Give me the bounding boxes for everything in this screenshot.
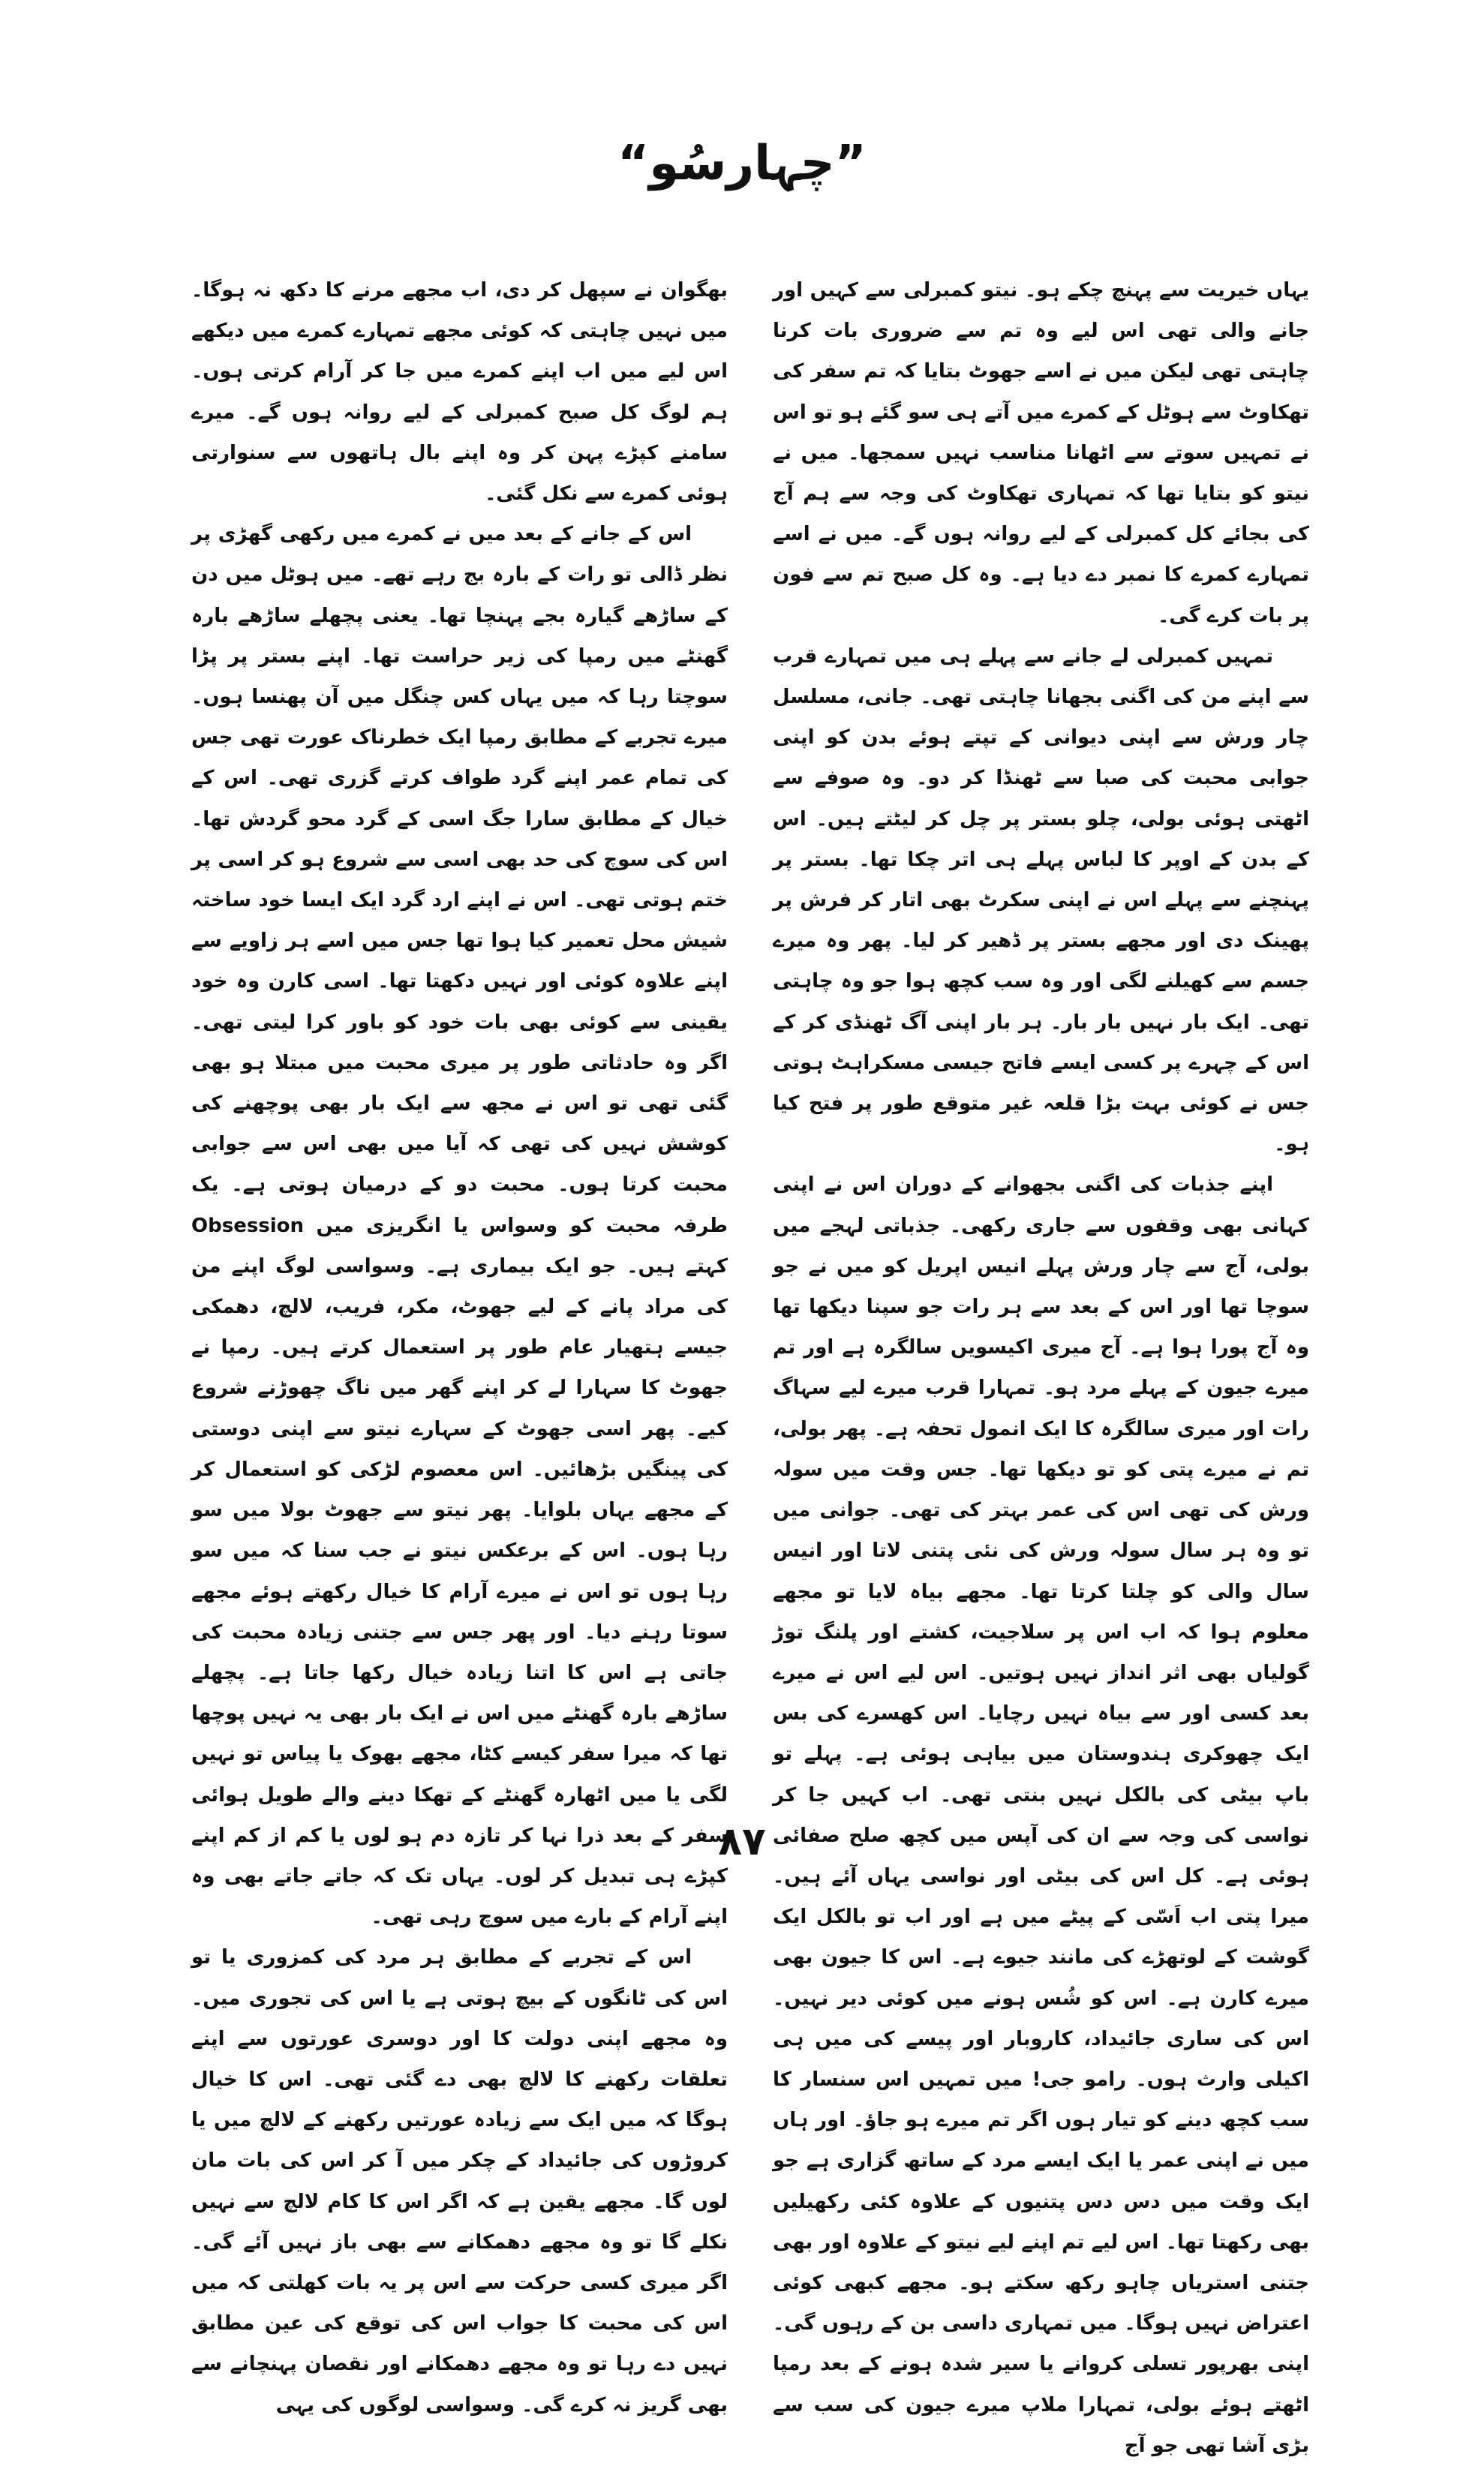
magazine-title: ”چہارسُو“ [617,136,867,191]
page-number: ۸۷ [718,1819,766,1864]
paragraph: اس کے تجربے کے مطابق ہر مرد کی کمزوری یا تو اس کی ٹانگوں کے بیچ ہوتی ہے یا اس کی تجوری میں۔ وہ مجھے اپنی دولت کا اور دوسری عورتوں سے اپنے تعلقات رکھنے کا لالچ بھی دے گئی تھی۔ اس کا خیال ہوگا کہ میں ایک سے زیادہ عورتیں رکھنے کے لالچ میں یا کروڑوں کی جائیداد کے چکر میں آ کر اس کی بات مان لوں گا۔ مجھے یقین ہے کہ اگر اس کا کام لالچ سے نہیں نکلے گا تو وہ مجھے دھمکانے سے بھی باز نہیں آئے گی۔ اگر میری کسی حرکت سے اس پر یہ بات کھلتی کہ میں اس کی محبت کا جواب اس کی توقع کی عین مطابق نہیں دے رہا تو وہ مجھے دھمکانے اور نقصان پہنچانے سے بھی گریز نہ کرے گی۔ وسواسی لوگوں کی یہی [191,1946,728,2416]
right-column [773,270,1309,2457]
paragraph: یہاں خیریت سے پہنچ چکے ہو۔ نیتو کمبرلی سے کہیں اور جانے والی تھی اس لیے وہ تم سے ضروری بات کرنا چاہتی تھی لیکن میں نے اسے جھوٹ بتایا کہ تم سفر کی تھکاوٹ سے ہوٹل کے کمرے میں آتے ہی سو گئے ہو تو اس نے تمہیں سوتے سے اٹھانا مناسب نہیں سمجھا۔ میں نے نیتو کو بتایا تھا کہ تمہاری تھکاوٹ کی وجہ سے ہم آج کی بجائے کل کمبرلی کے لیے روانہ ہوں گے۔ میں نے اسے تمہارے کمرے کا نمبر دے دیا ہے۔ وہ کل صبح تم سے فون پر بات کرے گی۔ [773,279,1309,627]
paragraph: بھگوان نے سپھل کر دی، اب مجھے مرنے کا دکھ نہ ہوگا۔ میں نہیں چاہتی کہ کوئی مجھے تمہارے کمرے میں دیکھے اس لیے میں اب اپنے کمرے میں جا کر آرام کرتی ہوں۔ ہم لوگ کل صبح کمبرلی کے لیے روانہ ہوں گے۔ میرے سامنے کپڑے پہن کر وہ اپنے بال ہاتھوں سے سنوارتی ہوئی کمرے سے نکل گئی۔ [191,279,728,506]
paragraph: اس کے جانے کے بعد میں نے کمرے میں رکھی گھڑی پر نظر ڈالی تو رات کے بارہ بج رہے تھے۔ میں ہوٹل میں دن کے ساڑھے گیارہ بجے پہنچا تھا۔ یعنی پچھلے ساڑھے بارہ گھنٹے میں رمپا کی زیر حراست تھا۔ اپنے بستر پر پڑا سوچتا رہا کہ میں یہاں کس چنگل میں آن پھنسا ہوں۔ میرے تجربے کے مطابق رمپا ایک خطرناک عورت تھی جس کی تمام عمر اپنے گرد طواف کرتے گزری تھی۔ اس کے خیال کے مطابق سارا جگ اسی کے گرد محو گردش تھا۔ اس کی سوچ کی حد بھی اسی سے شروع ہو کر اسی پر ختم ہوتی تھی۔ اس نے اپنے ارد گرد ایک ایسا خود ساختہ شیش محل تعمیر کیا ہوا تھا جس میں اسے ہر زاویے سے اپنے علاوہ کوئی اور نہیں دکھتا تھا۔ اسی کارن وہ خود یقینی سے کوئی بھی بات خود کو باور کرا لیتی تھی۔ اگر وہ حادثاتی طور پر میری محبت میں مبتلا ہو بھی گئی تھی تو اس نے مجھ سے ایک بار بھی پوچھنے کی کوشش نہیں کی تھی کہ آیا میں بھی اس سے جوابی محبت کرتا ہوں۔ محبت دو کے درمیان ہوتی ہے۔ یک طرفہ محبت کو وسواس یا انگریزی میں Obsession کہتے ہیں۔ جو ایک بیماری ہے۔ وسواسی لوگ اپنے من کی مراد پانے کے لیے جھوٹ، مکر، فریب، لالچ، دھمکی جیسے ہتھیار عام طور پر استعمال کرتے ہیں۔ رمپا نے جھوٹ کا سہارا لے کر اپنے گھر میں ناگ چھوڑنے شروع کیے۔ پھر اسی جھوٹ کے سہارے نیتو سے اپنی دوستی کی پینگیں بڑھائیں۔ اس معصوم لڑکی کو استعمال کر کے مجھے یہاں بلوایا۔ پھر نیتو سے جھوٹ بولا میں سو رہا ہوں۔ اس کے برعکس نیتو نے جب سنا کہ میں سو رہا ہوں تو اس نے میرے آرام کا خیال رکھتے ہوئے مجھے سوتا رہنے دیا۔ اور پھر جس سے جتنی زیادہ محبت کی جاتی ہے اس کا اتنا زیادہ خیال رکھا جاتا ہے۔ پچھلے ساڑھے بارہ گھنٹے میں اس نے ایک بار بھی یہ نہیں پوچھا تھا کہ میرا سفر کیسے کٹا، مجھے بھوک یا پیاس تو نہیں لگی یا میں اٹھارہ گھنٹے کے تھکا دینے والے طویل ہوائی سفر کے بعد ذرا نہا کر تازہ دم ہو لوں یا کم از کم اپنے کپڑے ہی تبدیل کر لوں۔ یہاں تک کہ جاتے جاتے بھی وہ اپنے آرام کے بارے میں سوچ رہی تھی۔ [191,523,728,1929]
paragraph: تمہیں کمبرلی لے جانے سے پہلے ہی میں تمہارے قرب سے اپنے من کی اگنی بجھانا چاہتی تھی۔ جانی، مسلسل چار ورش سے اپنی دیوانی کے تپتے ہوئے بدن کو اپنی جوابی محبت کی صبا سے ٹھنڈا کر دو۔ وہ صوفے سے اٹھتی ہوئی بولی، چلو بستر پر چل کر لیٹتے ہیں۔ اس کے بدن کے اوپر کا لباس پہلے ہی اتر چکا تھا۔ بستر پر پہنچنے سے پہلے اس نے اپنی سکرٹ بھی اتار کر فرش پر پھینک دی اور مجھے بستر پر ڈھیر کر لیا۔ پھر وہ میرے جسم سے کھیلنے لگی اور وہ سب کچھ ہوا جو وہ چاہتی تھی۔ ایک بار نہیں بار بار۔ ہر بار اپنی آگ ٹھنڈی کر کے اس کے چہرے پر کسی ایسے فاتح جیسی مسکراہٹ ہوتی جس نے کوئی بہت بڑا قلعہ غیر متوقع طور پر فتح کیا ہو۔ [773,644,1309,1156]
paragraph: اپنے جذبات کی اگنی بجھوانے کے دوران اس نے اپنی کہانی بھی وقفوں سے جاری رکھی۔ جذباتی لہجے میں بولی، آج سے چار ورش پہلے انیس اپریل کو میں نے جو سوچا تھا اور اس کے بعد سے ہر رات جو سپنا دیکھا تھا وہ آج پورا ہوا ہے۔ آج میری اکیسویں سالگرہ ہے اور تم میرے جیون کے پہلے مرد ہو۔ تمہارا قرب میرے لیے سہاگ رات اور میری سالگرہ کا ایک انمول تحفہ ہے۔ پھر بولی، تم نے میرے پتی کو تو دیکھا تھا۔ جس وقت میں سولہ ورش کی تھی اس کی عمر بہتر کی تھی۔ جوانی میں تو وہ ہر سال سولہ ورش کی نئی پتنی لاتا اور انیس سال والی کو چلتا کرتا تھا۔ مجھے بیاہ لایا تو مجھے معلوم ہوا کہ اب اس پر سلاجیت، کشتے اور پلنگ توڑ گولیاں بھی اثر انداز نہیں ہوتیں۔ اس لیے اس نے میرے بعد کسی اور سے بیاہ نہیں رچایا۔ اس کھسرے کی بس ایک چھوکری ہندوستان میں بیاہی ہوئی ہے۔ پہلے تو باپ بیٹی کی بالکل نہیں بنتی تھی۔ اب کہیں جا کر نواسی کی وجہ سے ان کی آپس میں کچھ صلح صفائی ہوئی ہے۔ کل اس کی بیٹی اور نواسی یہاں آئے ہیں۔ میرا پتی اب اَسّی کے پیٹے میں ہے اور اب تو بالکل ایک گوشت کے لوتھڑے کی مانند جیوے ہے۔ اس کا جیون بھی میرے کارن ہے۔ اس کو شُس ہونے میں کوئی دیر نہیں۔ اس کی ساری جائیداد، کاروبار اور پیسے کی میں ہی اکیلی وارث ہوں۔ رامو جی! میں تمہیں اس سنسار کا سب کچھ دینے کو تیار ہوں اگر تم میرے ہو جاؤ۔ اور ہاں میں نے اپنی عمر یا ایک ایسے مرد کے ساتھ گزاری ہے جو ایک وقت میں دس دس پتنیوں کے علاوہ کئی رکھیلیں بھی رکھتا تھا۔ اس لیے تم اپنے لیے نیتو کے علاوہ اور بھی جتنی استریاں چاہو رکھ سکتے ہو۔ مجھے کبھی کوئی اعتراض نہیں ہوگا۔ میں تمہاری داسی بن کے رہوں گی۔ اپنی بھرپور تسلی کروانے یا سیر شدہ ہونے کے بعد رمپا اٹھتے ہوئے بولی، تمہارا ملاپ میرے جیون کی سب سے بڑی آشا تھی جو آج [773,1173,1309,2457]
left-column [191,270,728,2416]
